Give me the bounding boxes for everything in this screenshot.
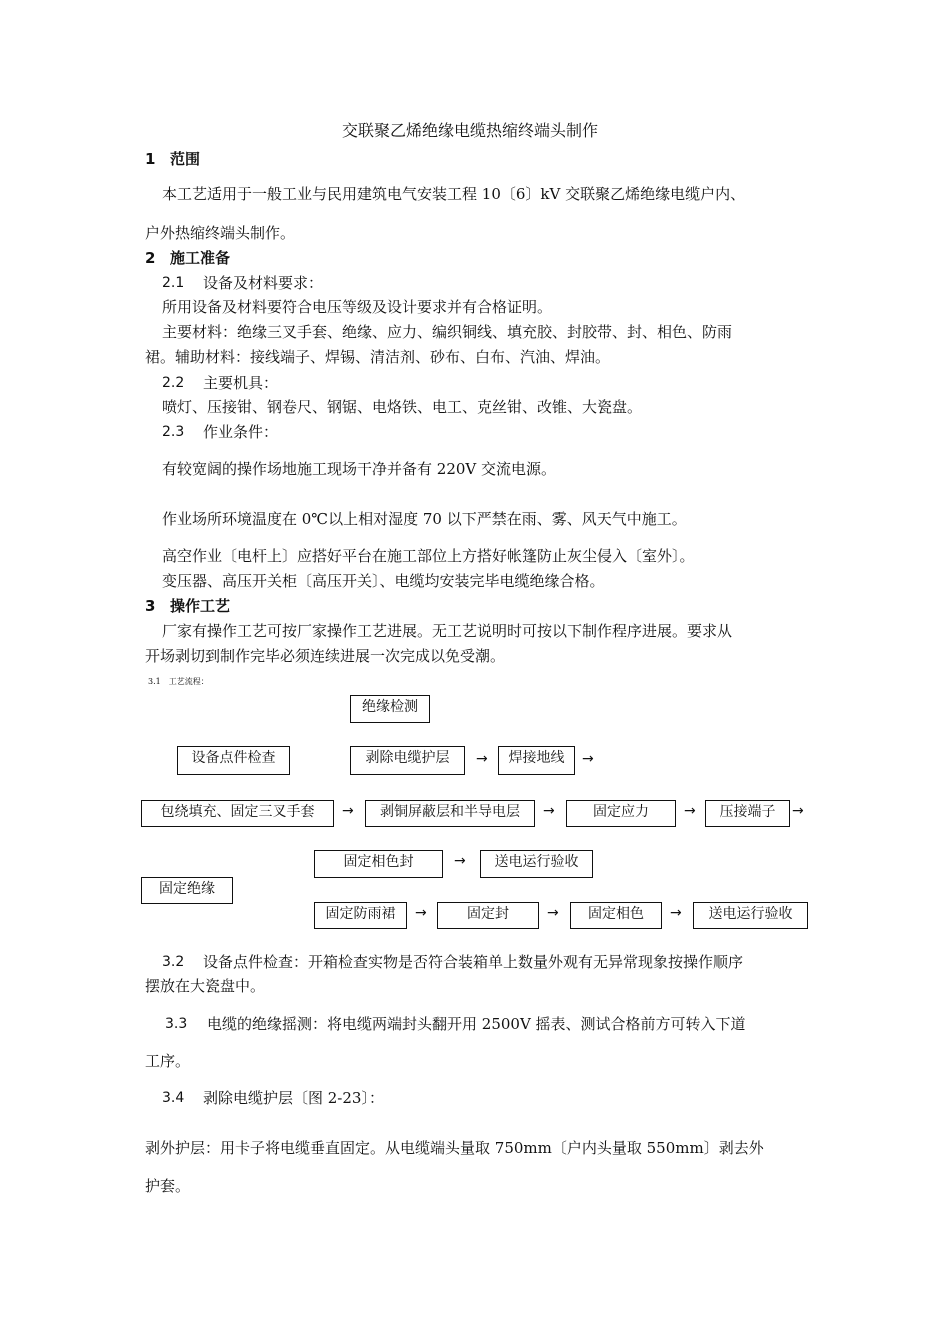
paragraph: 电缆的绝缘摇测：将电缆两端封头翻开用 2500V 摇表、测试合格前方可转入下道 (207, 1015, 746, 1033)
flow-box-fix-seal: 固定封 (437, 902, 539, 929)
section-2-number: 2 (145, 249, 156, 267)
subsection-number: 2.2 (162, 375, 185, 391)
flow-arrow: → (792, 803, 804, 819)
subsection-title: 设备及材料要求： (203, 274, 324, 292)
section-3-number: 3 (145, 597, 156, 615)
paragraph: 开场剥切到制作完毕必须连续进展一次完成以免受潮。 (145, 647, 506, 665)
paragraph: 剥除电缆护层〔图 2-23〕： (203, 1089, 384, 1107)
subsection-3-1-label: 3.1 工艺流程： (148, 677, 209, 686)
flow-box-fix-phase: 固定相色 (570, 902, 662, 929)
section-1-number: 1 (145, 150, 156, 168)
paragraph: 摆放在大瓷盘中。 (145, 977, 266, 995)
flow-box-strip-sheath: 剥除电缆护层 (350, 746, 465, 775)
paragraph: 变压器、高压开关柜〔高压开关〕、电缆均安装完毕电缆绝缘合格。 (162, 572, 605, 590)
flow-box-insulation-test: 绝缘检测 (350, 695, 430, 723)
paragraph: 主要材料：绝缘三叉手套、绝缘、应力、编织铜线、填充胶、封胶带、封、相色、防雨 (162, 323, 733, 341)
paragraph: 本工艺适用于一般工业与民用建筑电气安装工程 10〔6〕kV 交联聚乙烯绝缘电缆户内、 (162, 185, 746, 203)
paragraph: 户外热缩终端头制作。 (145, 224, 296, 242)
paragraph: 设备点件检查：开箱检查实物是否符合装箱单上数量外观有无异常现象按操作顺序 (203, 953, 744, 971)
subsection-number: 2.1 (162, 275, 185, 291)
paragraph: 作业场所环境温度在 0℃以上相对湿度 70 以下严禁在雨、雾、风天气中施工。 (162, 510, 687, 528)
flow-box-weld-ground: 焊接地线 (498, 746, 575, 775)
section-3-heading: 操作工艺 (170, 597, 231, 615)
flow-arrow: → (582, 751, 594, 767)
flow-arrow: → (670, 905, 682, 921)
subsection-number: 3.3 (165, 1016, 188, 1032)
flow-box-fix-stress: 固定应力 (566, 800, 676, 827)
flow-arrow: → (454, 853, 466, 869)
flow-box-fix-rain-skirt: 固定防雨裙 (314, 902, 407, 929)
section-2-heading: 施工准备 (170, 249, 231, 267)
paragraph: 高空作业〔电杆上〕应搭好平台在施工部位上方搭好帐篷防止灰尘侵入〔室外〕。 (162, 547, 695, 565)
flow-arrow: → (415, 905, 427, 921)
subsection-title: 作业条件： (203, 423, 279, 441)
flow-box-strip-shield: 剥铜屏蔽层和半导电层 (365, 800, 535, 827)
flow-box-energize-a: 送电运行验收 (480, 850, 593, 878)
section-1-heading: 范围 (170, 150, 201, 168)
paragraph: 所用设备及材料要符合电压等级及设计要求并有合格证明。 (162, 298, 553, 316)
subsection-title: 主要机具： (203, 374, 279, 392)
paragraph: 喷灯、压接钳、钢卷尺、钢锯、电烙铁、电工、克丝钳、改锥、大瓷盘。 (162, 398, 643, 416)
flow-arrow: → (684, 803, 696, 819)
paragraph: 工序。 (145, 1052, 191, 1070)
flow-arrow: → (547, 905, 559, 921)
flow-arrow: → (476, 751, 488, 767)
paragraph: 剥外护层：用卡子将电缆垂直固定。从电缆端头量取 750mm〔户内头量取 550mm〕剥去外 (145, 1139, 764, 1157)
subsection-number: 3.2 (162, 954, 185, 970)
flow-box-energize-b: 送电运行验收 (693, 902, 808, 929)
subsection-number: 2.3 (162, 424, 185, 440)
flow-box-wrap-fill: 包绕填充、固定三叉手套 (141, 800, 334, 827)
flow-box-fix-phase-seal: 固定相色封 (314, 850, 443, 878)
flow-arrow: → (342, 803, 354, 819)
flow-box-crimp-lug: 压接端子 (705, 800, 790, 827)
paragraph: 裙。辅助材料：接线端子、焊锡、清洁剂、砂布、白布、汽油、焊油。 (145, 348, 611, 366)
paragraph: 护套。 (145, 1177, 191, 1195)
flow-arrow: → (543, 803, 555, 819)
subsection-number: 3.4 (162, 1090, 185, 1106)
paragraph: 有较宽阔的操作场地施工现场干净并备有 220V 交流电源。 (162, 460, 557, 478)
flow-box-fix-insulation: 固定绝缘 (141, 877, 233, 904)
paragraph: 厂家有操作工艺可按厂家操作工艺进展。无工艺说明时可按以下制作程序进展。要求从 (162, 622, 733, 640)
document-title: 交联聚乙烯绝缘电缆热缩终端头制作 (342, 121, 599, 140)
flow-box-equipment-check: 设备点件检查 (177, 746, 290, 775)
